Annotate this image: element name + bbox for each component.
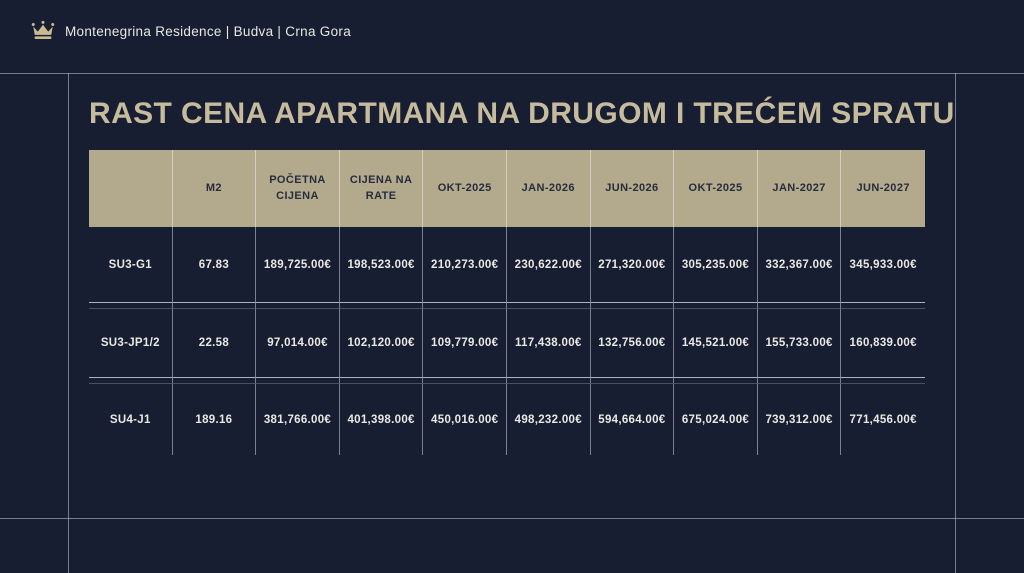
row-separator [173,302,257,309]
page-title: RAST CENA APARTMANA NA DRUGOM I TREĆEM SPRATU [89,97,955,130]
table-header-cell: M2 [173,150,257,227]
table-header-cell [89,150,173,227]
brand-bar [30,20,351,42]
table-cell: 22.58 [173,309,257,377]
table-header-cell: JAN-2027 [758,150,842,227]
row-separator [758,377,842,384]
row-separator [758,302,842,309]
table-cell: 160,839.00€ [849,337,917,349]
frame-line-bottom [0,518,1024,519]
row-separator [507,377,591,384]
row-separator [89,302,173,309]
table-cell: 155,733.00€ [758,309,842,377]
table-header-cell: OKT-2025 [423,150,507,227]
row-separator [674,302,758,309]
row-label: SU4-J1 [89,384,173,455]
table-cell: 305,235.00€ [674,227,758,302]
table-cell: 145,521.00€ [674,309,758,377]
table-header-cell: CIJENA NA RATE [340,150,424,227]
row-separator [591,302,675,309]
table-cell: 102,120.00€ [340,309,424,377]
row-label: SU3-G1 [89,227,173,302]
table-header-cell: JUN-2027 [841,150,925,227]
crown-icon [30,20,56,42]
row-separator [423,302,507,309]
row-label: SU3-JP1/2 [89,309,173,377]
row-separator [507,302,591,309]
table-cell: 675,024.00€ [674,384,758,455]
row-separator [591,377,675,384]
frame-line-right [955,73,956,573]
row-separator [340,302,424,309]
row-separator [841,377,925,384]
table-cell: 230,622.00€ [507,227,591,302]
row-separator [340,377,424,384]
table-cell: 332,367.00€ [758,227,842,302]
table-cell: 771,456.00€ [849,413,917,426]
price-table [89,150,925,455]
row-separator [841,302,925,309]
table-cell: 97,014.00€ [256,309,340,377]
table-cell: 67.83 [173,227,257,302]
row-separator [423,377,507,384]
table-cell: 198,523.00€ [340,227,424,302]
table-cell: 109,779.00€ [423,309,507,377]
brand-text: Montenegrina Residence | Budva | Crna Gora [65,23,352,39]
table-cell: 381,766.00€ [256,384,340,455]
row-separator [256,377,340,384]
table-cell: 271,320.00€ [591,227,675,302]
row-separator [89,377,173,384]
table-header-cell: OKT-2025 [674,150,758,227]
table-cell: 189.16 [173,384,257,455]
table-cell: 450,016.00€ [423,384,507,455]
table-cell: 345,933.00€ [849,258,917,271]
table-cell: 498,232.00€ [507,384,591,455]
table-cell: 189,725.00€ [256,227,340,302]
table-header-cell: JAN-2026 [507,150,591,227]
table-cell: 739,312.00€ [758,384,842,455]
row-separator [256,302,340,309]
table-header-cell: JUN-2026 [591,150,675,227]
table-cell: 132,756.00€ [591,309,675,377]
table-cell: 210,273.00€ [423,227,507,302]
table-cell: 401,398.00€ [340,384,424,455]
frame-line-top [0,73,1024,74]
table-cell: 117,438.00€ [507,309,591,377]
table-header-cell: POČETNA CIJENA [256,150,340,227]
row-separator [674,377,758,384]
frame-line-left [68,73,69,573]
row-separator [173,377,257,384]
table-cell: 594,664.00€ [591,384,675,455]
